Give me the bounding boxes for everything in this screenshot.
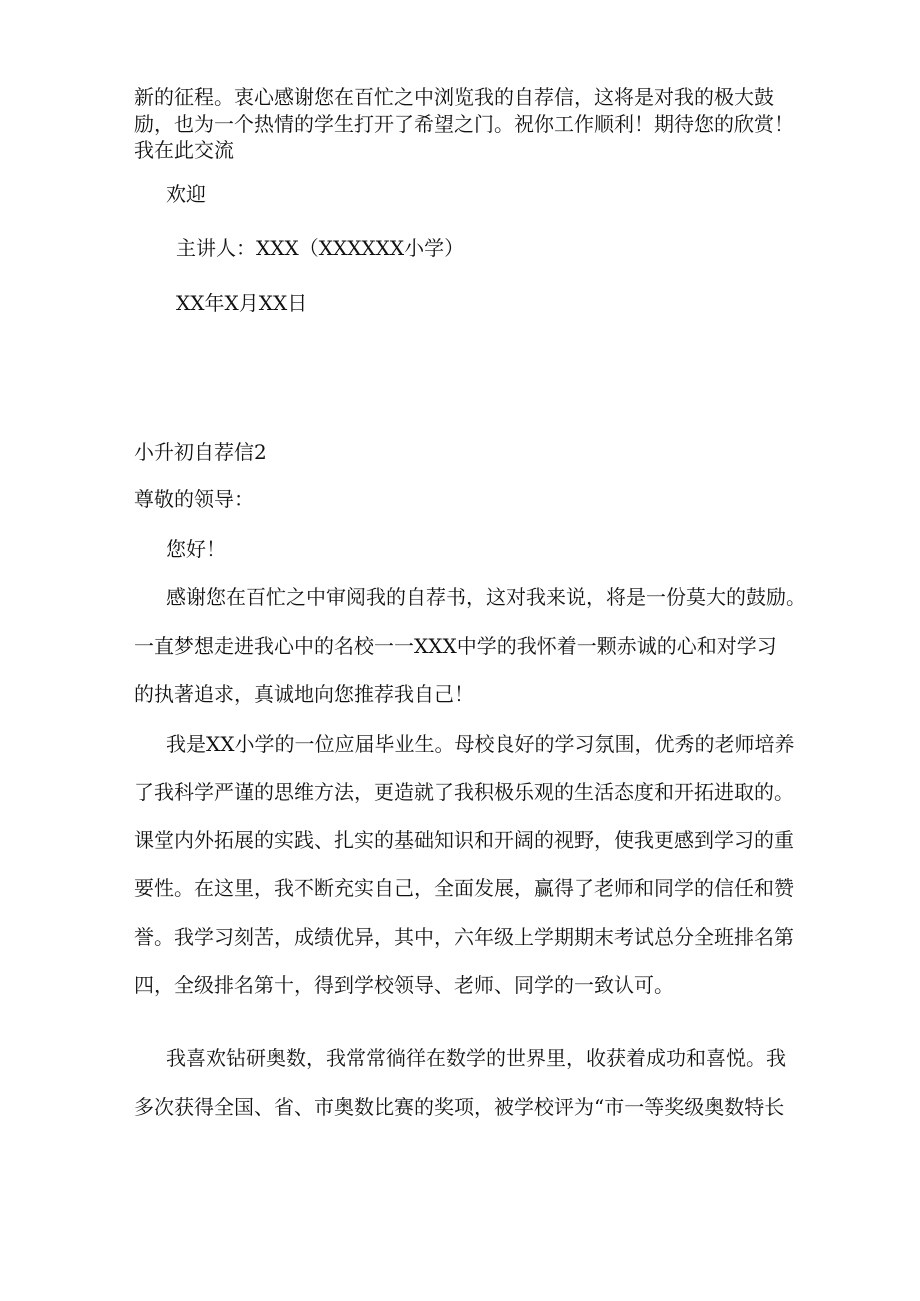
paragraph2-line: 课堂内外拓展的实践、扎实的基础知识和开阔的视野，使我更感到学习的重 xyxy=(134,828,794,852)
paragraph2-line: 誉。我学习刻苦，成绩优异，其中，六年级上学期期末考试总分全班排名第 xyxy=(134,925,794,949)
paragraph2-line: 四，全级排名第十，得到学校领导、老师、同学的一致认可。 xyxy=(134,973,674,997)
speaker-line: 主讲人：XXX（XXXXXX小学） xyxy=(176,236,465,260)
paragraph2-line: 了我科学严谨的思维方法，更造就了我积极乐观的生活态度和开拓进取的。 xyxy=(134,780,794,804)
paragraph3-line: 我喜欢钻研奥数，我常常徜徉在数学的世界里，收获着成功和喜悦。我 xyxy=(166,1046,786,1070)
closing-line-1: 新的征程。衷心感谢您在百忙之中浏览我的自荐信，这将是对我的极大鼓 xyxy=(134,85,774,109)
letter-title: 小升初自荐信2 xyxy=(134,440,267,464)
closing-line-2: 励，也为一个热情的学生打开了希望之门。祝你工作顺利！期待您的欣赏！ xyxy=(134,112,794,136)
paragraph1-line: 的执著追求，真诚地向您推荐我自己！ xyxy=(134,682,474,706)
paragraph2-line: 要性。在这里，我不断充实自己，全面发展，赢得了老师和同学的信任和赞 xyxy=(134,876,794,900)
salutation: 尊敬的领导： xyxy=(134,487,254,511)
paragraph2-line: 我是XX小学的一位应届毕业生。母校良好的学习氛围，优秀的老师培养 xyxy=(166,732,795,756)
greeting: 您好！ xyxy=(166,537,226,561)
welcome-text: 欢迎 xyxy=(166,182,206,206)
paragraph1-line: 一直梦想走进我心中的名校一一XXX中学的我怀着一颗赤诚的心和对学习 xyxy=(134,634,777,658)
date-line: XX年X月XX日 xyxy=(176,291,308,315)
paragraph3-line: 多次获得全国、省、市奥数比赛的奖项，被学校评为“市一等奖级奥数特长 xyxy=(134,1095,785,1119)
paragraph1-line: 感谢您在百忙之中审阅我的自荐书，这对我来说，将是一份莫大的鼓励。 xyxy=(166,585,806,609)
closing-line-3: 我在此交流 xyxy=(134,138,234,162)
